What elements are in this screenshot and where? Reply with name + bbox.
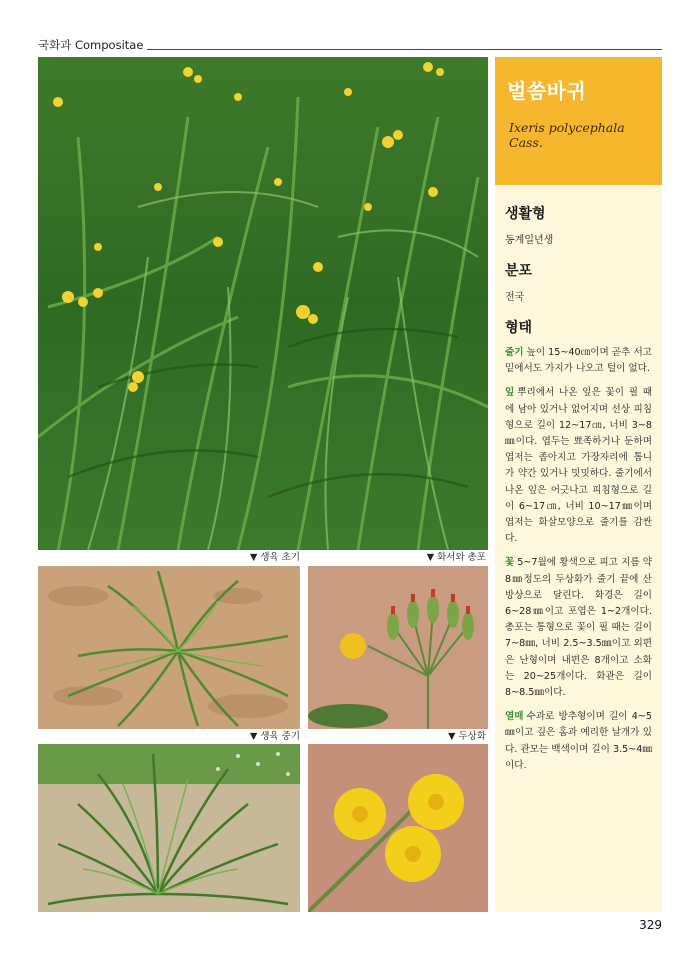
life-form-value: 동계일년생 <box>505 235 554 246</box>
stem-paragraph <box>505 345 652 377</box>
caption-early-growth: ▼ 생육 초기 <box>249 552 300 563</box>
fruit-paragraph <box>505 709 652 774</box>
life-form-heading: 생활형 <box>505 206 546 222</box>
stem-label: 줄기 <box>505 347 524 358</box>
species-info-panel <box>495 57 662 912</box>
header-rule <box>147 49 662 50</box>
page-number: 329 <box>639 918 662 932</box>
scientific-name: Ixeris polycephala Cass. <box>509 120 625 150</box>
stem-text: 높이 15~40㎝이며 곧추 서고 밑에서도 가지가 나오고 털이 없다. <box>505 347 652 375</box>
leaf-label: 잎 <box>505 387 515 399</box>
caption-mid-growth: ▼ 생육 중기 <box>249 731 300 742</box>
distribution-value: 전국 <box>505 292 525 303</box>
korean-name: 벌씀바귀 <box>507 79 587 103</box>
page-header <box>38 37 662 51</box>
leaf-paragraph <box>505 385 652 547</box>
distribution-heading: 분포 <box>505 263 533 279</box>
flower-paragraph <box>505 555 652 701</box>
early-growth-photo <box>38 566 300 729</box>
flower-label: 꽃 <box>505 557 515 569</box>
morphology-heading: 형태 <box>505 320 533 336</box>
caption-flower-head: ▼ 두상화 <box>448 731 486 742</box>
flower-head-photo <box>308 744 488 912</box>
species-description <box>495 185 662 774</box>
flower-text: 5~7월에 황색으로 피고 지름 약 8㎜정도의 두상화가 줄기 끝에 산방상으로 달린다. 화경은 길이 6~28㎜이고 포엽은 1~2개이다. 총포는 통형으로 꽃이 필 때는 길이 7~8㎜, 너비 2.5~3.5㎜이고 외편은 난형이며 내편은 8개이고 소화는 20~25개이다. 화관은 길이 8~8.5㎜이다. <box>505 557 652 699</box>
inflorescence-photo <box>308 566 488 729</box>
caption-inflorescence: ▼ 화서와 총포 <box>426 552 486 563</box>
fruit-text: 수과로 방추형이며 길이 4~5㎜이고 깊은 홈과 예리한 날개가 있다. 관모는 백색이며 길이 3.5~4㎜이다. <box>505 711 652 771</box>
mid-growth-photo <box>38 744 300 912</box>
species-title-box <box>495 57 662 185</box>
fruit-label: 열매 <box>505 711 524 723</box>
leaf-text: 뿌리에서 나온 잎은 꽃이 필 때에 남아 있거나 없어지며 선상 피침형으로 길이 12~17㎝, 너비 3~8㎜이다. 엽두는 뾰족하거나 둔하며 엽저는 좁아지고 가장자리에 톱니가 약간 있거나 밋밋하다. 줄기에서 나온 잎은 어긋나고 피침형으로 길이 6~17㎝, 너비 10~17㎜이며 엽저는 화살모양으로 줄기를 감싼다. <box>505 387 652 545</box>
main-plant-photo <box>38 57 488 550</box>
header-text: 국화과 Compositae <box>38 38 144 52</box>
